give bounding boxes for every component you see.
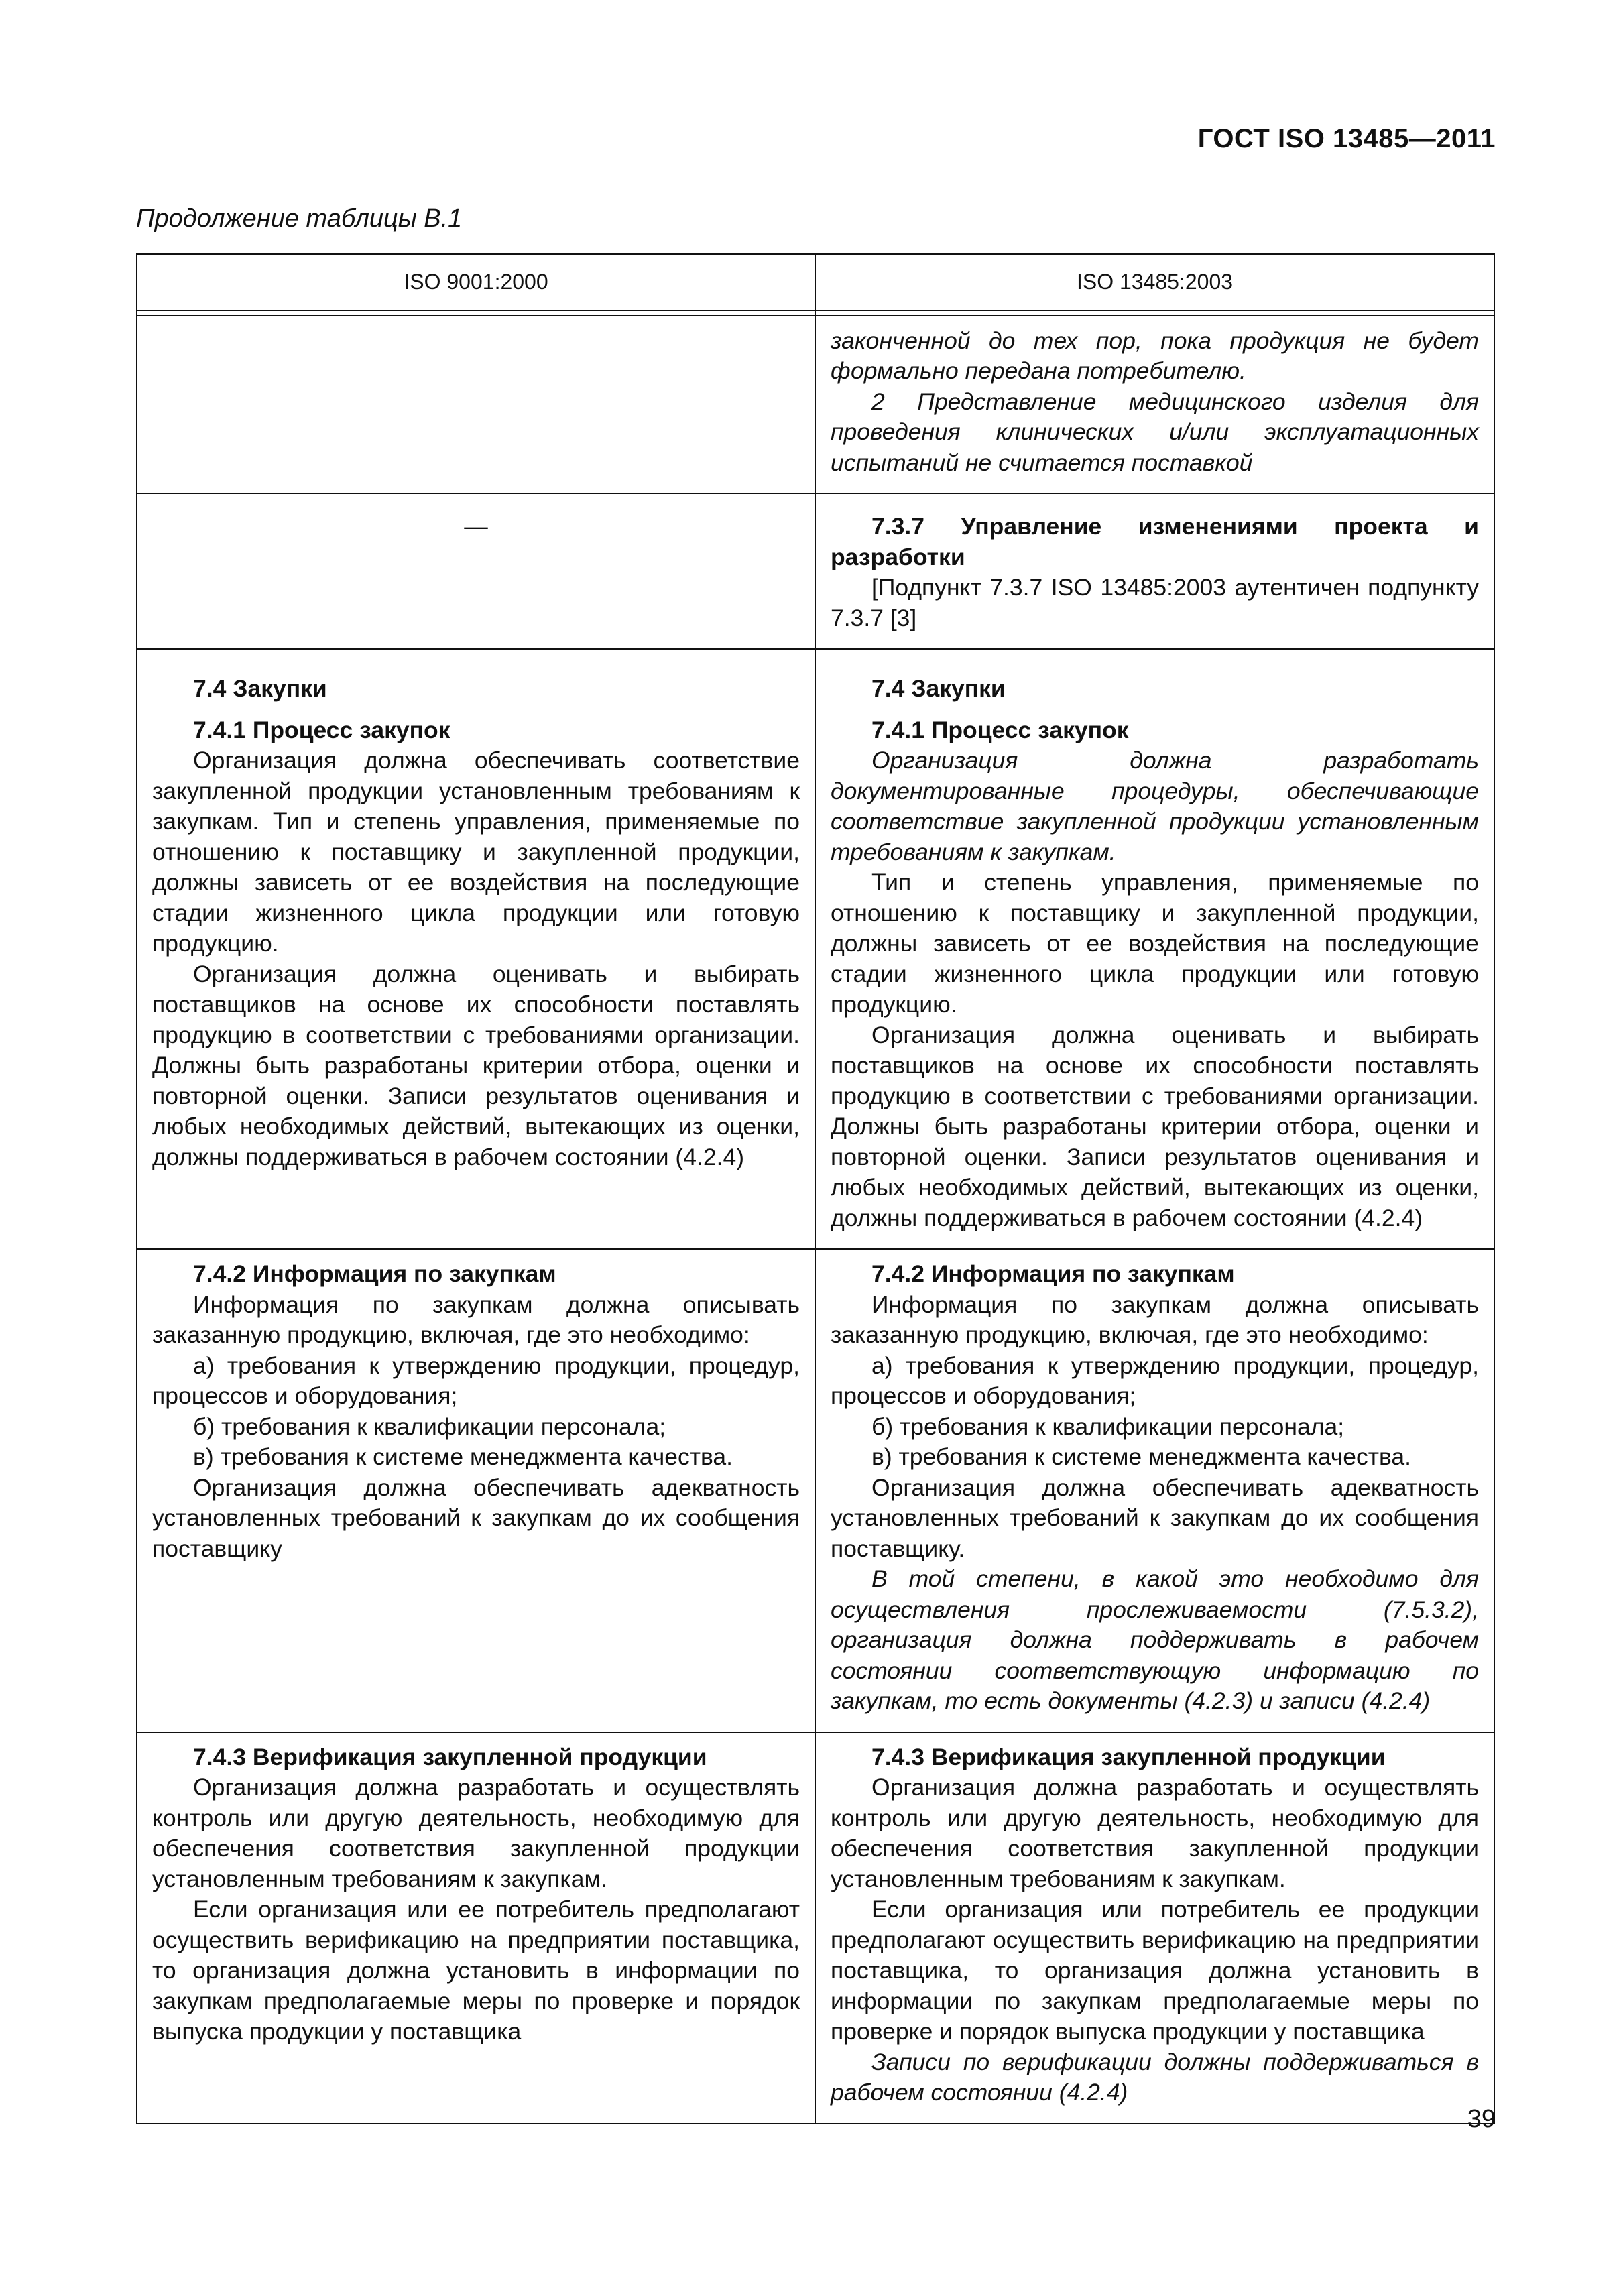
subsection-heading: 7.4.2 Информация по закупкам <box>871 1260 1235 1287</box>
list-item: а) требования к утверждению продукции, процедур, процессов и оборудования; <box>152 1351 800 1409</box>
cell-right <box>815 316 1494 494</box>
paragraph: Организация должна обеспечивать адекватность установленных требований к закупкам до их сообщения поставщику. <box>831 1473 1479 1562</box>
paragraph: Записи по верификации должны поддерживаться в рабочем состоянии (4.2.4) <box>831 2048 1479 2106</box>
paragraph: 2 Представление медицинского изделия для проведения клинических и/или эксплуатационных испытаний не считается поставкой <box>831 387 1479 476</box>
paragraph: Организация должна обеспечивать соответствие закупленной продукции установленным требованиям к закупкам. Тип и степень управления, применяемые по отношению к поставщику и закупленной продукции, должны зависеть от ее воздействия на последующие стадии жизненного цикла продукции или готовую продукцию. <box>152 747 800 957</box>
paragraph: законченной до тех пор, пока продукция не будет формально передана потребителю. <box>831 326 1479 384</box>
list-item: а) требования к утверждению продукции, процедур, процессов и оборудования; <box>831 1351 1479 1409</box>
subsection-heading: 7.4.3 Верификация закупленной продукции <box>871 1743 1386 1770</box>
column-header-iso9001: ISO 9001:2000 <box>137 254 815 310</box>
cell-right <box>815 1249 1494 1732</box>
table-header-row <box>137 254 1494 310</box>
dash-placeholder: — <box>464 513 488 540</box>
paragraph: Информация по закупкам должна описывать заказанную продукцию, включая, где это необходимо: <box>831 1290 1479 1348</box>
paragraph: Если организация или ее потребитель предполагают осуществить верификацию на предприятии поставщика, то организация должна установить в информации по закупкам предполагаемые меры по проверке и порядок выпуска продукции у поставщика <box>152 1896 800 2045</box>
header-separator <box>137 310 1494 316</box>
subsection-heading: 7.4.3 Верификация закупленной продукции <box>193 1743 707 1770</box>
paragraph: Организация должна разработать документированные процедуры, обеспечивающие соответствие закупленной продукции установленным требованиям к закупкам. <box>831 747 1479 865</box>
column-header-iso13485: ISO 13485:2003 <box>815 254 1494 310</box>
paragraph: Тип и степень управления, применяемые по отношению к поставщику и закупленной продукции, должны зависеть от ее воздействия на последующие стадии жизненного цикла продукции или готовую продукцию. <box>831 869 1479 1018</box>
list-item: в) требования к системе менеджмента качества. <box>871 1443 1412 1470</box>
paragraph: Если организация или потребитель ее продукции предполагают осуществить верификацию на предприятии поставщика, то организация должна установить в информации по закупкам предполагаемые меры по проверке и порядок выпуска продукции у поставщика <box>831 1896 1479 2045</box>
paragraph: Организация должна оценивать и выбирать поставщиков на основе их способности поставлять продукцию в соответствии с требованиями организации. Должны быть разработаны критерии отбора, оценки и повторной оценки. Записи результатов оценивания и любых необходимых действий, вытекающих из оценки, должны поддерживаться в рабочем состоянии (4.2.4) <box>152 960 800 1170</box>
list-item: в) требования к системе менеджмента качества. <box>193 1443 733 1470</box>
table-caption: Продолжение таблицы В.1 <box>136 204 463 233</box>
cell-left <box>137 1249 815 1732</box>
table-row <box>137 1732 1494 2124</box>
paragraph: Информация по закупкам должна описывать заказанную продукцию, включая, где это необходимо: <box>152 1290 800 1348</box>
list-item: б) требования к квалификации персонала; <box>193 1412 666 1440</box>
document-standard-header: ГОСТ ISO 13485—2011 <box>1197 124 1496 154</box>
cell-right <box>815 649 1494 1249</box>
table-row <box>137 316 1494 494</box>
table-row <box>137 493 1494 649</box>
section-heading: 7.3.7 Управление изменениями проекта и разработки <box>831 513 1479 570</box>
cell-left <box>137 649 815 1249</box>
paragraph: Организация должна разработать и осуществлять контроль или другую деятельность, необходимую для обеспечения соответствия закупленной продукции установленным требованиям к закупкам. <box>152 1774 800 1892</box>
table-row <box>137 1249 1494 1732</box>
cell-left-empty <box>137 316 815 494</box>
cell-left <box>137 493 815 649</box>
cell-right <box>815 1732 1494 2124</box>
subsection-heading: 7.4.1 Процесс закупок <box>871 716 1129 743</box>
subsection-heading: 7.4.1 Процесс закупок <box>193 716 450 743</box>
section-heading: 7.4 Закупки <box>193 675 327 702</box>
paragraph: [Подпункт 7.3.7 ISO 13485:2003 аутентичен подпункту 7.3.7 [3] <box>831 574 1479 631</box>
paragraph: Организация должна оценивать и выбирать поставщиков на основе их способности поставлять продукцию в соответствии с требованиями организации. Должны быть разработаны критерии отбора, оценки и повторной оценки. Записи результатов оценивания и любых необходимых действий, вытекающих из оценки, должны поддерживаться в рабочем состоянии (4.2.4) <box>831 1021 1479 1231</box>
subsection-heading: 7.4.2 Информация по закупкам <box>193 1260 556 1287</box>
comparison-table <box>136 253 1495 2124</box>
page-number: 39 <box>1467 2105 1496 2133</box>
cell-left <box>137 1732 815 2124</box>
section-heading: 7.4 Закупки <box>871 675 1006 702</box>
paragraph: Организация должна разработать и осуществлять контроль или другую деятельность, необходимую для обеспечения соответствия закупленной продукции установленным требованиям к закупкам. <box>831 1774 1479 1892</box>
table-row <box>137 649 1494 1249</box>
paragraph: В той степени, в какой это необходимо для осуществления прослеживаемости (7.5.3.2), организация должна поддерживать в рабочем состоянии соответствующую информацию по закупкам, то есть документы (4.2.3) и записи (4.2.4) <box>831 1565 1479 1714</box>
paragraph: Организация должна обеспечивать адекватность установленных требований к закупкам до их сообщения поставщику <box>152 1473 800 1562</box>
cell-right <box>815 493 1494 649</box>
list-item: б) требования к квалификации персонала; <box>871 1412 1345 1440</box>
